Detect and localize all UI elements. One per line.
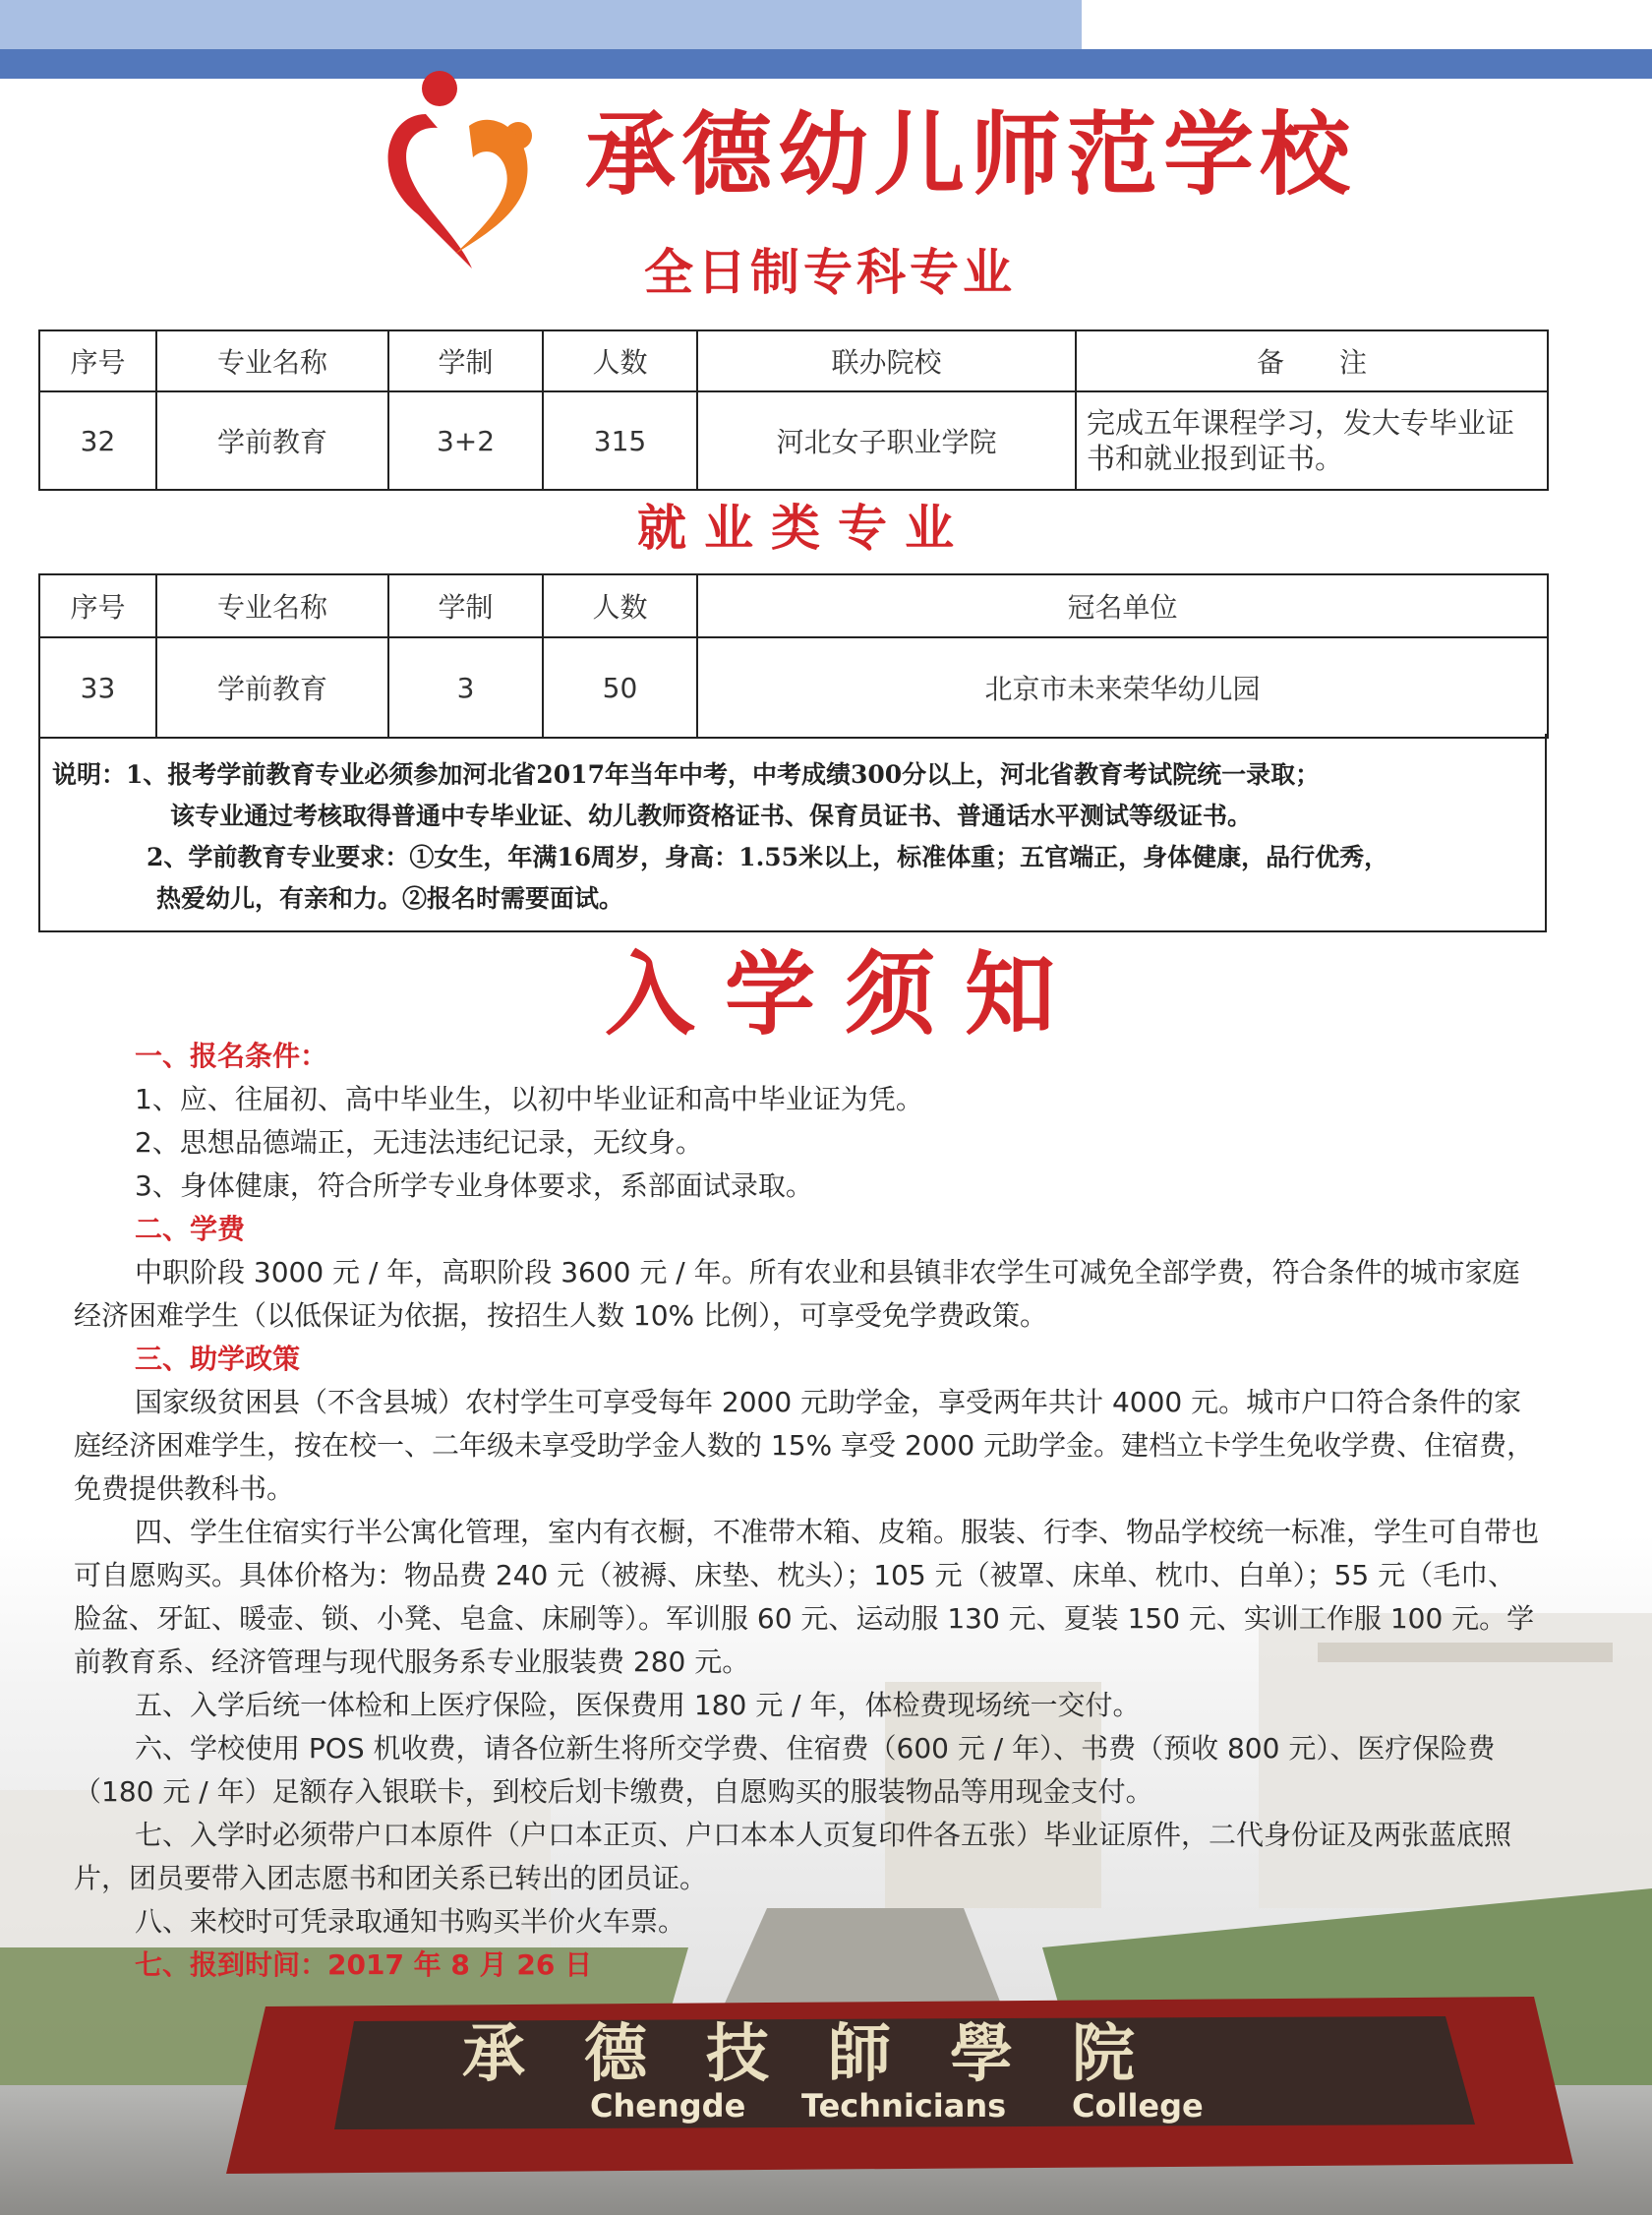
admission-body xyxy=(74,1035,1539,1987)
table-row xyxy=(39,391,1548,490)
column-header: 冠名单位 xyxy=(697,574,1548,637)
notes-box xyxy=(38,734,1547,932)
column-header: 序号 xyxy=(39,330,156,391)
table-row xyxy=(39,637,1548,738)
tuition-paragraph: 中职阶段 3000 元 / 年，高职阶段 3600 元 / 年。所有农业和县镇非农学生可减免全部学费，符合条件的城市家庭经济困难学生（以低保证为依据，按招生人数 10% 比例），可享受免学费政策。 xyxy=(74,1256,1520,1332)
top-bar-light xyxy=(0,0,1082,49)
table-header-row xyxy=(39,330,1548,391)
fulltime-section-title: 全日制专科专业 xyxy=(644,244,1016,301)
table-header-row xyxy=(39,574,1548,637)
section-heading: 三、助学政策 xyxy=(135,1343,301,1375)
cell-duration: 3 xyxy=(388,637,543,738)
sign-english-1: Chengde xyxy=(590,2087,746,2125)
insurance-paragraph: 五、入学后统一体检和上医疗保险，医保费用 180 元 / 年，体检费现场统一交付。 xyxy=(135,1689,1141,1721)
note-line: 该专业通过考核取得普通中专毕业证、幼儿教师资格证书、保育员证书、普通话水平测试等级证书。 xyxy=(170,802,1253,830)
column-header: 学制 xyxy=(388,574,543,637)
dorm-paragraph: 四、学生住宿实行半公寓化管理，室内有衣橱，不准带木箱、皮箱。服装、行李、物品学校统一标准，学生可自带也可自愿购买。具体价格为：物品费 240 元（被褥、床垫、枕头）；105 元（被罩、床单、枕巾、白单）；55 元（毛巾、脸盆、牙缸、暖壶、锁、小凳、皂盒、床刷等）。军训服 60 元、运动服 130 元、夏装 150 元、实训工作服 100 元。学前教育系、经济管理与现代服务系专业服装费 280 元。 xyxy=(74,1516,1540,1678)
cell-count: 50 xyxy=(543,637,697,738)
column-header: 学制 xyxy=(388,330,543,391)
cell-no: 32 xyxy=(39,391,156,490)
requirement-item: 3、身体健康，符合所学专业身体要求，系部面试录取。 xyxy=(135,1169,813,1202)
requirement-item: 1、应、往届初、高中毕业生，以初中毕业证和高中毕业证为凭。 xyxy=(135,1083,923,1115)
admission-title: 入学须知 xyxy=(605,941,1086,1048)
cell-sponsor: 北京市未来荣华幼儿园 xyxy=(697,637,1548,738)
sign-chinese: 承德技師學院 xyxy=(462,2019,1194,2089)
employment-table xyxy=(38,573,1549,739)
cell-major: 学前教育 xyxy=(156,637,388,738)
column-header: 联办院校 xyxy=(697,330,1076,391)
column-header: 备 注 xyxy=(1076,330,1548,391)
train-ticket-paragraph: 八、来校时可凭录取通知书购买半价火车票。 xyxy=(135,1905,686,1938)
note-line: 2、学前教育专业要求：①女生，年满16周岁，身高：1.55米以上，标准体重；五官端正，身体健康，品行优秀， xyxy=(147,843,1389,871)
note-line: 热爱幼儿，有亲和力。②报名时需要面试。 xyxy=(156,884,624,913)
aid-paragraph: 国家级贫困县（不含县城）农村学生可享受每年 2000 元助学金，享受两年共计 4000 元。城市户口符合条件的家庭经济困难学生，按在校一、二年级未享受助学金人数的 15% 享受 2000 元助学金。建档立卡学生免收学费、住宿费，免费提供教科书。 xyxy=(74,1386,1535,1505)
report-date: 七、报到时间：2017 年 8 月 26 日 xyxy=(135,1948,593,1981)
cell-count: 315 xyxy=(543,391,697,490)
payment-paragraph: 六、学校使用 POS 机收费，请各位新生将所交学费、住宿费（600 元 / 年）、书费（预收 800 元）、医疗保险费（180 元 / 年）足额存入银联卡，到校后划卡缴费，自愿购买的服装物品等用现金支付。 xyxy=(74,1732,1496,1808)
school-logo-icon xyxy=(379,67,556,273)
column-header: 人数 xyxy=(543,574,697,637)
requirement-item: 2、思想品德端正，无违法违纪记录，无纹身。 xyxy=(135,1126,703,1159)
documents-paragraph: 七、入学时必须带户口本原件（户口本正页、户口本本人页复印件各五张）毕业证原件，二代身份证及两张蓝底照片，团员要带入团志愿书和团关系已转出的团员证。 xyxy=(74,1819,1512,1894)
fulltime-table xyxy=(38,329,1549,491)
cell-note: 完成五年课程学习，发大专毕业证书和就业报到证书。 xyxy=(1076,391,1548,490)
sign-english-2: Technicians xyxy=(801,2087,1007,2125)
cell-duration: 3+2 xyxy=(388,391,543,490)
section-heading: 二、学费 xyxy=(135,1213,246,1245)
column-header: 专业名称 xyxy=(156,574,388,637)
note-line: 说明：1、报考学前教育专业必须参加河北省2017年当年中考，中考成绩300分以上，河北省教育考试院统一录取； xyxy=(52,760,1321,789)
sign-english-3: College xyxy=(1072,2087,1204,2125)
employment-section-title: 就业类专业 xyxy=(637,500,972,557)
cell-no: 33 xyxy=(39,637,156,738)
section-heading: 一、报名条件： xyxy=(135,1040,328,1072)
cell-partner: 河北女子职业学院 xyxy=(697,391,1076,490)
column-header: 人数 xyxy=(543,330,697,391)
school-name: 承德幼儿师范学校 xyxy=(585,102,1357,208)
top-bar-dark xyxy=(0,49,1652,79)
column-header: 专业名称 xyxy=(156,330,388,391)
cell-major: 学前教育 xyxy=(156,391,388,490)
column-header: 序号 xyxy=(39,574,156,637)
